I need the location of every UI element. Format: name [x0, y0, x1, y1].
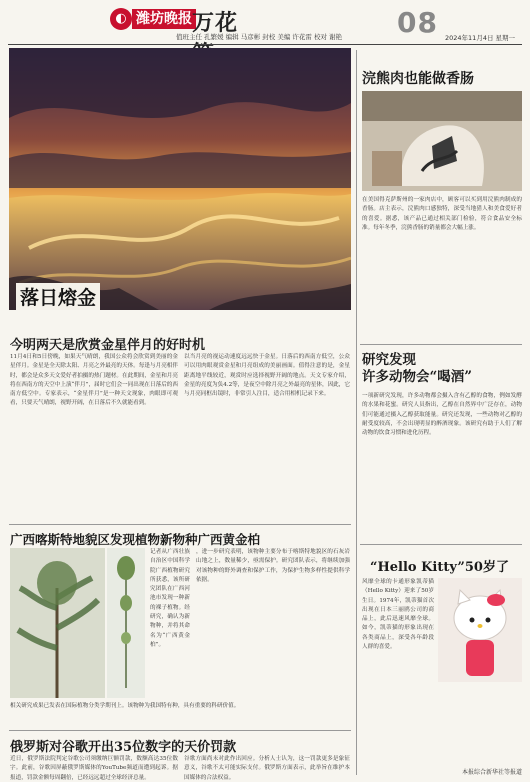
article-venus-headline: 今明两天是欣赏金星伴月的好时机	[10, 338, 206, 353]
sunset-river-image	[9, 48, 351, 310]
hero-title: 落日熔金	[16, 283, 100, 310]
article-kitty-body-cont	[438, 686, 522, 748]
article-plant-headline: 广西喀斯特地貌区发现植物新物种广西黄金柏	[10, 532, 261, 547]
masthead	[0, 0, 530, 44]
divider	[9, 730, 351, 731]
article-credit: 本报综合新华社等报道	[461, 769, 522, 776]
article-venus-col2: 以当月亮的视运动速度远远快于金星。日落后的西南方低空，公众可以用肉眼观赏金星和月亮组成的美丽画面。值得注意的是，金星距离地平线较近，观赏时应选择视野开阔的地点。天文专家介绍，金星的亮度为负4.2等，是夜空中除月亮之外最亮的星体，因此，它与月亮同框出镜时，非常引人注目，适合用相机记录下来。	[184, 354, 350, 398]
page-number: 08	[397, 6, 438, 39]
section-title: 万花	[192, 10, 239, 36]
masthead-rule	[8, 44, 522, 45]
article-kitty-body: 风靡全球的卡通形象凯蒂猫（Hello Kitty）迎来了50岁生日。1974年，凯蒂猫首次出现在日本三丽鸥公司的商品上，此后迅速风靡全球。如今，凯蒂猫的形象出现在各类商品上，深受各年龄段人群的喜爱。	[362, 579, 434, 651]
article-raccoon-body: 在美国得克萨斯州的一家肉店中，顾客可以买到用浣熊肉制成的香肠。店主表示，浣熊肉口感独特，深受当地猎人和美食爱好者的喜爱。据悉，该产品已通过相关部门检验，符合食品安全标准。每年冬季，浣熊香肠的销量都会大幅上涨。	[362, 197, 522, 231]
article-animals-body: 一项新研究发现，许多动物都会摄入含有乙醇的食物，例如发酵的水果和花蜜。研究人员指出，乙醇在自然界中广泛存在，动物们可能通过摄入乙醇获取能量。研究还发现，一些动物对乙醇的耐受度较高，不会出现明显的醉酒现象。该研究有助于人们了解动物的饮食习惯和进化历程。	[362, 393, 522, 437]
article-plant-footer: 相关研究成果已发表在国际植物分类学期刊上。该物种为我国特有种，具有重要的科研价值。	[10, 703, 240, 709]
article-plant-col2: ，进一步研究表明，该物种主要分布于喀斯特地貌区的石灰岩山地之上，数量稀少，亟需保护。研究团队表示，将继续加强对该物种的野外调查和保护工作，为保护生物多样性提供科学依据。	[196, 549, 350, 583]
hero-photo	[9, 48, 351, 310]
brand-logo	[110, 6, 238, 34]
divider	[360, 344, 522, 345]
article-venus-col1: 11月4日和5日傍晚，如果天气晴朗，我国公众将会欣赏到美丽的金星伴月。金星是全天除太阳、月亮之外最亮的天体。每逢与月亮相伴时，都会是众多天文爱好者拍摄的热门题材。在此期间，金星和月亮将在西南方的天空中上演“伴月”，届时它们会一同出现在日落后的西南方低空中。专家表示，“金星伴月”是一种天文现象，肉眼即可观看，只要天气晴朗，视野开阔，在日落后不久就能看到。	[10, 354, 178, 407]
divider	[360, 544, 522, 545]
raccoon-sausage-photo	[362, 91, 522, 191]
plant-photo-left	[10, 548, 105, 698]
article-google-col1: 近日，俄罗斯法院判定谷歌公司须缴纳巨额罚款，数额高达35位数字。此前，谷歌因屏蔽俄罗斯媒体的YouTube频道而遭到起诉。据报道，罚款金额每周翻倍，已经远远超过全球经济总量。	[10, 756, 178, 781]
column-divider	[356, 50, 357, 775]
brand-emblem-icon: ◐	[110, 8, 132, 30]
article-google-col2: 谷歌方面尚未对此作出回应。分析人士认为，这一罚款更多是象征意义，谷歌不太可能实际支付。俄罗斯方面表示，此举旨在维护本国媒体的合法权益。	[184, 756, 350, 781]
editor-credits: 值班主任 孔繁媛 编辑 马彦彬 封校 美编 许花雷 校对 谢艳	[176, 33, 343, 41]
article-kitty-headline: “Hello Kitty”50岁了	[370, 560, 509, 575]
article-plant-col1: 记者从广西壮族自治区中国科学院广西植物研究所获悉，该所研究团队在广西河池市发现一种新的裸子植物。经研究，确认为新物种，并将其命名为“广西黄金柏”。	[150, 549, 190, 648]
divider	[9, 524, 351, 525]
article-google-headline: 俄罗斯对谷歌开出35位数字的天价罚款	[10, 740, 237, 755]
article-animals-headline: 研究发现 许多动物会“喝酒”	[362, 352, 473, 385]
brand-name: 潍坊晚报	[132, 9, 196, 29]
plant-specimen-photo	[107, 548, 145, 698]
hello-kitty-photo	[438, 578, 522, 682]
article-raccoon-headline: 浣熊肉也能做香肠	[362, 71, 474, 87]
issue-date: 2024年11月4日 星期一	[445, 34, 516, 42]
